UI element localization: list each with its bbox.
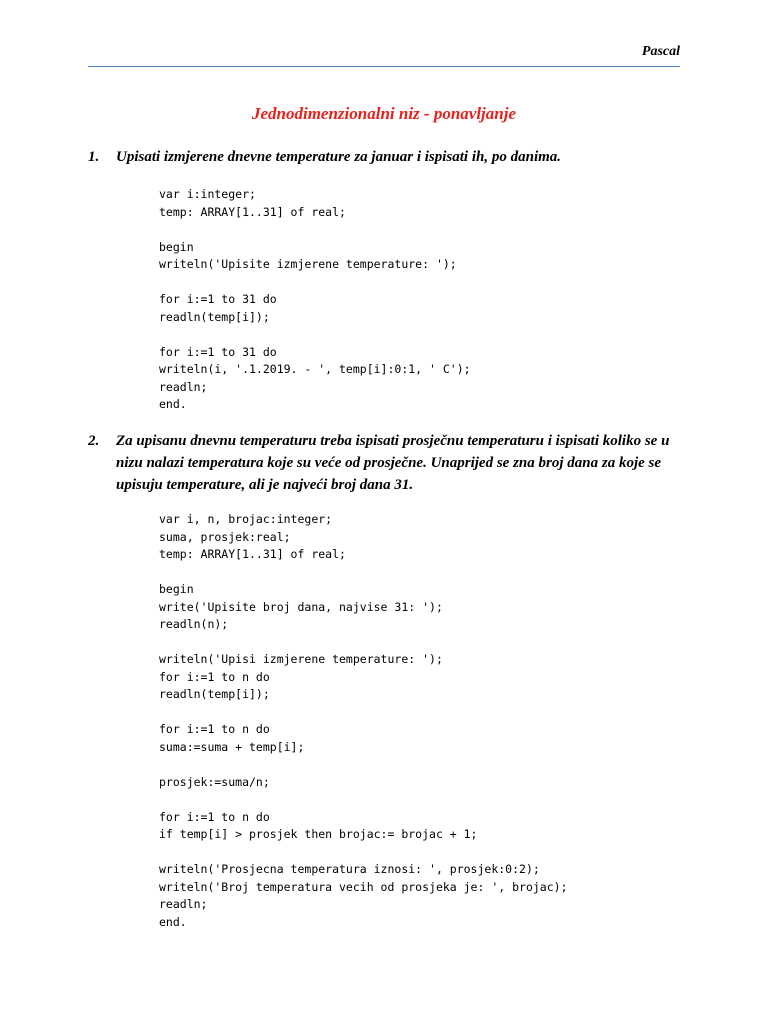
code-line: if temp[i] > prosjek then brojac:= brojac + 1; — [159, 827, 478, 841]
task-text: Upisati izmjerene dnevne temperature za januar i ispisati ih, po danima. — [116, 149, 562, 165]
task-number: 1. — [88, 149, 100, 165]
code-line — [159, 564, 699, 582]
page-header: Pascal — [641, 44, 680, 59]
code-line: readln(temp[i]); — [159, 309, 270, 324]
code-line: for i:=1 to n do — [159, 809, 270, 824]
code-line: suma:=suma + temp[i]; — [159, 739, 305, 754]
code-line: var i:integer; — [159, 187, 256, 201]
code-line — [159, 704, 699, 722]
code-block-1 — [159, 186, 699, 414]
code-line: prosjek:=suma/n; — [159, 774, 270, 789]
code-line: writeln(i, '.1.2019. - ', temp[i]:0:1, ' C'); — [159, 362, 471, 376]
code-line: temp: ARRAY[1..31] of real; — [159, 547, 346, 561]
code-line: writeln('Upisite izmjerene temperature: '); — [159, 257, 457, 271]
code-line: readln; — [159, 897, 208, 911]
code-line: writeln('Upisi izmjerene temperature: '); — [159, 652, 443, 666]
code-line: var i, n, brojac:integer; — [159, 512, 333, 526]
code-line — [159, 756, 699, 774]
code-line: write('Upisite broj dana, najvise 31: '); — [159, 599, 443, 614]
code-line — [159, 634, 699, 652]
code-line: writeln('Broj temperatura vecih od prosjeka je: ', brojac); — [159, 879, 568, 894]
code-line: readln(n); — [159, 617, 229, 631]
code-line: begin — [159, 239, 194, 254]
code-block-2 — [159, 511, 699, 931]
code-line: end. — [159, 914, 187, 929]
code-line: writeln('Prosjecna temperatura iznosi: ', prosjek:0:2); — [159, 862, 540, 876]
code-line — [159, 221, 699, 239]
code-line: for i:=1 to n do — [159, 669, 270, 684]
task-number: 2. — [88, 433, 100, 449]
task-1 — [88, 146, 688, 168]
page-title: Jednodimenzionalni niz - ponavljanje — [251, 104, 516, 123]
code-line: end. — [159, 397, 187, 411]
code-line: begin — [159, 582, 194, 596]
code-line — [159, 326, 699, 344]
code-line: readln; — [159, 379, 208, 394]
code-line: suma, prosjek:real; — [159, 529, 291, 544]
code-line: readln(temp[i]); — [159, 687, 270, 701]
header-divider — [88, 66, 680, 67]
code-line — [159, 274, 699, 292]
code-line: temp: ARRAY[1..31] of real; — [159, 204, 346, 219]
code-line: for i:=1 to n do — [159, 722, 270, 736]
code-line: for i:=1 to 31 do — [159, 292, 277, 306]
code-line — [159, 791, 699, 809]
code-line: for i:=1 to 31 do — [159, 344, 277, 359]
task-2 — [88, 430, 688, 496]
code-line — [159, 844, 699, 862]
task-text: Za upisanu dnevnu temperaturu treba ispisati prosječnu temperaturu i ispisati koliko se u nizu nalazi temperatura koje su veće od prosječne. Unaprijed se zna broj dana za koje se upisuju temperature, ali je najveći broj dana 31. — [116, 433, 670, 493]
